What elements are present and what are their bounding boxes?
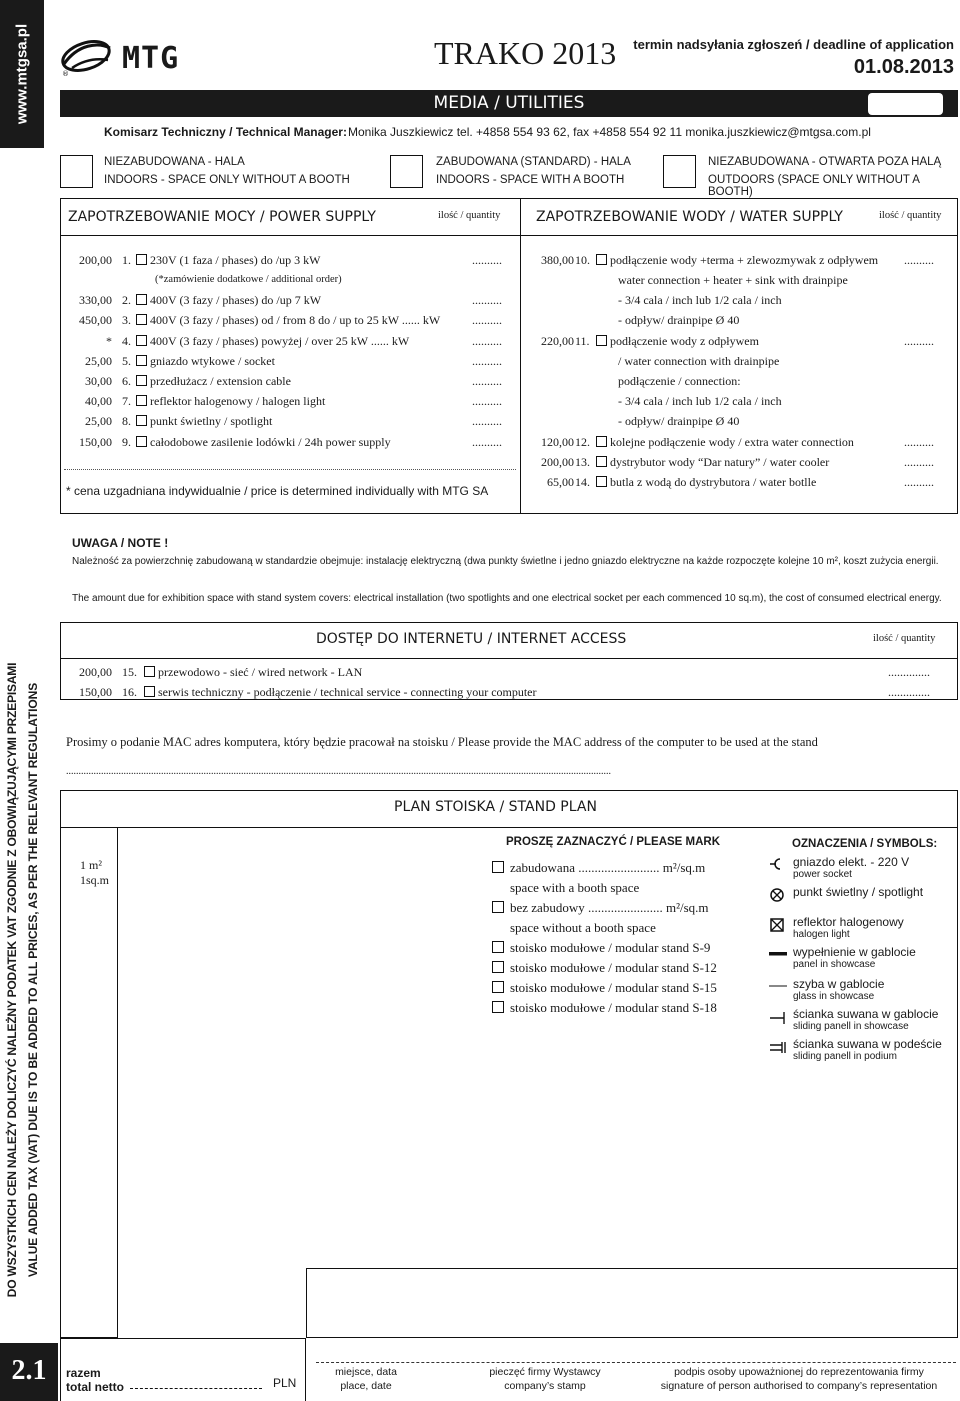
water-13-label: dystrybutor wody “Dar natury” / water cooler (610, 455, 830, 469)
water-11-num: 11. (575, 334, 590, 348)
plan-option-checkbox[interactable] (492, 961, 504, 973)
power-item-checkbox[interactable] (136, 314, 147, 325)
water-title: ZAPOTRZEBOWANIE WODY / WATER SUPPLY (536, 209, 843, 225)
water-11-sub-2: podłączenie / connection: (618, 374, 741, 388)
mac-address-field[interactable]: .......................................................................................................................................................................................................................... (66, 766, 611, 777)
water-14-checkbox[interactable] (596, 476, 607, 487)
power-item-option[interactable] (136, 253, 320, 268)
power-item-option[interactable] (136, 313, 440, 328)
showcase-glass-icon (768, 979, 786, 993)
power-item-note: (*zamówienie dodatkowe / additional order) (155, 274, 342, 285)
power-item-price: * (106, 334, 112, 348)
plan-option-label: stoisko modułowe / modular stand S-15 (510, 980, 717, 995)
symbol-label: ścianka suwana w gablocie (793, 1007, 939, 1021)
water-11-sub-3: - 3/4 cala / inch lub 1/2 cala / inch (618, 394, 782, 408)
internet-item-checkbox[interactable] (144, 686, 155, 697)
power-item-option[interactable] (136, 293, 321, 308)
power-item-price: 40,00 (85, 394, 112, 408)
power-title: ZAPOTRZEBOWANIE MOCY / POWER SUPPLY (68, 209, 376, 225)
sidebar-vat-text-pl: DO WSZYSTKICH CEN NALEŻY DOLICZYĆ NALEŻNY PODATEK VAT ZGODNIE Z OBOWIĄZUJĄCYMI PRZEPISAMI (5, 662, 19, 1298)
plan-option-label: stoisko modułowe / modular stand S-12 (510, 960, 717, 975)
plan-option-label: stoisko modułowe / modular stand S-18 (510, 1000, 717, 1015)
plan-option-checkbox[interactable] (492, 861, 504, 873)
stand-plan-drawing-area[interactable] (306, 1268, 958, 1338)
power-item-quantity[interactable]: .......... (472, 293, 502, 307)
power-item-checkbox[interactable] (136, 375, 147, 386)
power-item-label: całodobowe zasilenie lodówki / 24h power supply (150, 435, 391, 449)
stand-type-2-line2: INDOORS - SPACE WITH A BOOTH (436, 174, 625, 186)
power-item-price: 150,00 (79, 435, 112, 449)
total-label-pl: razem (66, 1366, 101, 1380)
water-11-checkbox[interactable] (596, 335, 607, 346)
power-item-option[interactable] (136, 435, 391, 450)
internet-title: DOSTĘP DO INTERNETU / INTERNET ACCESS (316, 631, 627, 647)
scale-label-2: 1sq.m (80, 873, 110, 887)
power-item-price: 25,00 (85, 354, 112, 368)
plan-option-2[interactable] (492, 900, 709, 916)
water-qty-label: ilość / quantity (879, 210, 942, 221)
symbol-label: wypełnienie w gablocie (793, 945, 916, 959)
power-item-option[interactable] (136, 354, 275, 369)
stand-type-checkbox-1[interactable] (60, 155, 93, 188)
power-item-num: 1. (122, 253, 131, 267)
water-12-checkbox[interactable] (596, 436, 607, 447)
socket-icon (768, 857, 786, 874)
internet-item-num: 15. (122, 665, 137, 679)
power-separator (64, 469, 516, 470)
symbol-label: gniazdo elekt. - 220 V (793, 855, 910, 869)
power-item-price: 200,00 (79, 253, 112, 267)
symbols-title: OZNACZENIA / SYMBOLS: (792, 838, 938, 850)
plan-option-3[interactable] (492, 940, 710, 956)
power-item-quantity[interactable]: .......... (472, 435, 502, 449)
note-text-en: The amount due for exhibition space with stand system covers: electrical installation (two spotlights and one electrical socket per each commenced 10 sq.m), the cost of consumed electrical energy. (72, 593, 942, 604)
power-item-checkbox[interactable] (136, 254, 147, 265)
stand-type-checkbox-3[interactable] (663, 155, 696, 188)
manager-info: Monika Juszkiewicz tel. +4858 554 93 62, fax +4858 554 92 11 monika.juszkiewicz@mtgsa.com.pl (348, 125, 871, 139)
power-item-checkbox[interactable] (136, 335, 147, 346)
power-item-quantity[interactable]: .......... (472, 394, 502, 408)
place-date-en: place, date (340, 1380, 392, 1392)
symbol-label: ścianka suwana w podeście (793, 1037, 942, 1051)
power-item-price: 330,00 (79, 293, 112, 307)
sliding-panel-showcase-icon (768, 1009, 786, 1028)
body-divider (520, 236, 521, 514)
signature-line[interactable] (316, 1362, 956, 1363)
water-14-dots: .......... (904, 475, 934, 489)
power-item-label: punkt świetlny / spotlight (150, 414, 273, 428)
water-14-num: 14. (575, 475, 590, 489)
water-10-label: podłączenie wody +terma + zlewozmywak z odpływem (610, 253, 879, 267)
water-14-checkbox-wrap[interactable] (596, 475, 816, 490)
halogen-icon (768, 917, 786, 936)
power-item-checkbox[interactable] (136, 436, 147, 447)
water-13-checkbox-wrap[interactable] (596, 455, 829, 470)
logo-text: MTG (122, 41, 180, 76)
water-14-label: butla z wodą do dystrybutora / water botlle (610, 475, 817, 489)
stand-type-1-line2: INDOORS - SPACE ONLY WITHOUT A BOOTH (104, 174, 350, 186)
water-12-label: kolejne podłączenie wody / extra water connection (610, 435, 854, 449)
water-13-price: 200,00 (541, 455, 574, 469)
water-10-sub-3: - odpływ/ drainpipe Ø 40 (618, 313, 740, 327)
mark-title: PROSZĘ ZAZNACZYĆ / PLEASE MARK (506, 836, 721, 848)
water-10-checkbox[interactable] (596, 254, 607, 265)
water-13-num: 13. (575, 455, 590, 469)
power-item-label: 400V (3 fazy / phases) do /up 7 kW (150, 293, 322, 307)
power-item-label: 400V (3 fazy / phases) od / from 8 do / up to 25 kW ...... kW (150, 313, 441, 327)
symbol-label: punkt świetlny / spotlight (793, 885, 924, 899)
symbol-sublabel: power socket (793, 869, 852, 880)
power-item-price: 25,00 (85, 414, 112, 428)
symbol-sublabel: halogen light (793, 929, 850, 940)
power-item-label: przedłużacz / extension cable (150, 374, 291, 388)
symbol-sublabel: panel in showcase (793, 959, 876, 970)
scale-box (60, 828, 118, 1338)
power-item-label: 400V (3 fazy / phases) powyżej / over 25 kW ...... kW (150, 334, 410, 348)
power-item-quantity[interactable]: .......... (472, 313, 502, 327)
power-item-num: 9. (122, 435, 131, 449)
plan-option-label: bez zabudowy ....................... m²/sq.m (510, 900, 709, 915)
plan-option-1[interactable] (492, 860, 705, 876)
power-item-quantity[interactable]: .......... (472, 253, 502, 267)
plan-option-checkbox[interactable] (492, 941, 504, 953)
form-code-field[interactable] (868, 93, 943, 115)
stand-type-1-line1: NIEZABUDOWANA - HALA (104, 156, 245, 168)
power-item-label: 230V (1 faza / phases) do /up 3 kW (150, 253, 321, 267)
stamp-pl: pieczęć firmy Wystawcy (489, 1366, 601, 1378)
water-14-price: 65,00 (547, 475, 574, 489)
stand-type-3-line2: OUTDOORS (SPACE ONLY WITHOUT A BOOTH) (708, 174, 920, 198)
svg-text:®: ® (62, 70, 69, 78)
place-date-pl: miejsce, data (335, 1366, 397, 1378)
plan-option-sub: space without a booth space (510, 920, 656, 935)
plan-option-5[interactable] (492, 980, 717, 996)
internet-item-num: 16. (122, 685, 137, 699)
stand-type-checkbox-2[interactable] (390, 155, 423, 188)
water-10-checkbox-wrap[interactable] (596, 253, 878, 268)
event-title: TRAKO 2013 (434, 35, 617, 71)
water-10-num: 10. (575, 253, 590, 267)
water-10-sub-1: water connection + heater + sink with drainpipe (618, 273, 848, 287)
note-title: UWAGA / NOTE ! (72, 536, 169, 550)
power-item-label: gniazdo wtykowe / socket (150, 354, 275, 368)
stamp-en: company’s stamp (504, 1380, 586, 1392)
water-11-price: 220,00 (541, 334, 574, 348)
deadline-label: termin nadsyłania zgłoszeń / deadline of application (633, 37, 954, 52)
plan-option-checkbox[interactable] (492, 901, 504, 913)
internet-item-label: przewodowo - sieć / wired network - LAN (158, 665, 363, 679)
water-11-checkbox-wrap[interactable] (596, 334, 759, 349)
signature-en: signature of person authorised to company’s representation (660, 1380, 938, 1392)
water-11-label: podłączenie wody z odpływem (610, 334, 759, 348)
power-item-price: 450,00 (79, 313, 112, 327)
scale-label-1: 1 m² (80, 858, 102, 872)
power-item-quantity[interactable]: .......... (472, 414, 502, 428)
water-13-dots: .......... (904, 455, 934, 469)
signature-pl: podpis osoby upoważnionej do reprezentowania firmy (674, 1366, 924, 1378)
power-item-option[interactable] (136, 414, 272, 429)
internet-item-label: serwis techniczny - podłączenie / technical service - connecting your computer (158, 685, 537, 699)
water-11-sub-1: / water connection with drainpipe (618, 354, 780, 368)
symbol-label: szyba w gablocie (793, 977, 885, 991)
deadline-date: 01.08.2013 (853, 56, 954, 78)
symbol-sublabel: sliding panell in podium (793, 1051, 897, 1062)
power-item-price: 30,00 (85, 374, 112, 388)
plan-left-border (957, 828, 958, 1268)
sidebar-vat-text-en: VALUE ADDED TAX (VAT) DUE IS TO BE ADDED TO ALL PRICES, AS PER THE RELEVANT REGULATIONS (26, 682, 40, 1278)
stand-type-2-line1: ZABUDOWANA (STANDARD) - HALA (436, 156, 631, 168)
power-item-checkbox[interactable] (136, 294, 147, 305)
total-label-en: total netto (66, 1380, 124, 1394)
plan-option-4[interactable] (492, 960, 717, 976)
power-item-num: 6. (122, 374, 131, 388)
symbol-sublabel: sliding panell in showcase (793, 1021, 909, 1032)
internet-item-price: 200,00 (79, 665, 112, 679)
mac-request-text: Prosimy o podanie MAC adres komputera, który będzie pracował na stoisku / Please provide the MAC address of the computer to be used at the stand (66, 735, 818, 749)
power-item-num: 3. (122, 313, 131, 327)
water-12-num: 12. (575, 435, 590, 449)
plan-title: PLAN STOISKA / STAND PLAN (394, 799, 597, 815)
showcase-filling-icon (768, 947, 786, 961)
power-item-quantity[interactable]: .......... (472, 354, 502, 368)
internet-item-quantity[interactable]: .............. (888, 685, 930, 699)
water-10-sub-2: - 3/4 cala / inch lub 1/2 cala / inch (618, 293, 782, 307)
power-item-num: 5. (122, 354, 131, 368)
power-item-option[interactable] (136, 334, 409, 349)
water-10-price: 380,00 (541, 253, 574, 267)
power-item-checkbox[interactable] (136, 355, 147, 366)
power-item-num: 2. (122, 293, 131, 307)
power-item-num: 8. (122, 414, 131, 428)
water-12-price: 120,00 (541, 435, 574, 449)
power-item-num: 7. (122, 394, 131, 408)
power-item-num: 4. (122, 334, 131, 348)
manager-label: Komisarz Techniczny / Technical Manager: (104, 125, 347, 139)
internet-item-checkbox[interactable] (144, 666, 155, 677)
internet-item-price: 150,00 (79, 685, 112, 699)
power-item-quantity[interactable]: .......... (472, 374, 502, 388)
plan-option-label: zabudowana ......................... m²/sq.m (510, 860, 706, 875)
plan-option-label: stoisko modułowe / modular stand S-9 (510, 940, 711, 955)
sliding-panel-podium-icon (768, 1039, 786, 1058)
power-item-label: reflektor halogenowy / halogen light (150, 394, 326, 408)
power-footnote: * cena uzgadniana indywidualnie / price is determined individually with MTG SA (66, 484, 489, 498)
plan-option-checkbox[interactable] (492, 1001, 504, 1013)
water-12-dots: .......... (904, 435, 934, 449)
note-text-pl: Należność za powierzchnię zabudowaną w standardzie obejmuje: instalację elektryczną (dwa punkty świetlne i jedno gniazdo elektryczne na każde rozpoczęte kolejne 10 m², koszt zużycia energii. (72, 556, 939, 567)
sidebar-url: www.mtgsa.pl (13, 23, 31, 125)
power-item-checkbox[interactable] (136, 415, 147, 426)
power-item-quantity[interactable]: .......... (472, 334, 502, 348)
spotlight-icon (768, 887, 786, 906)
water-12-checkbox-wrap[interactable] (596, 435, 854, 450)
symbol-sublabel: glass in showcase (793, 991, 875, 1002)
internet-item-quantity[interactable]: .............. (888, 665, 930, 679)
power-item-option[interactable] (136, 394, 325, 409)
page-number: 2.1 (11, 1355, 47, 1386)
internet-item-option[interactable] (144, 685, 537, 700)
water-11-dots: .......... (904, 334, 934, 348)
internet-qty-label: ilość / quantity (873, 633, 936, 644)
power-item-option[interactable] (136, 374, 291, 389)
water-13-checkbox[interactable] (596, 456, 607, 467)
power-item-checkbox[interactable] (136, 395, 147, 406)
power-qty-label: ilość / quantity (438, 210, 501, 221)
header-divider (520, 198, 521, 236)
internet-item-option[interactable] (144, 665, 362, 680)
water-10-dots: .......... (904, 253, 934, 267)
total-input-line[interactable] (130, 1388, 262, 1389)
plan-option-6[interactable] (492, 1000, 717, 1016)
total-currency: PLN (273, 1376, 297, 1390)
plan-option-checkbox[interactable] (492, 981, 504, 993)
stand-type-3-line1: NIEZABUDOWANA - OTWARTA POZA HALĄ (708, 156, 942, 168)
section-title: MEDIA / UTILITIES (433, 93, 585, 113)
plan-option-sub: space with a booth space (510, 880, 640, 895)
symbol-label: reflektor halogenowy (793, 915, 904, 929)
water-11-sub-4: - odpływ/ drainpipe Ø 40 (618, 414, 740, 428)
